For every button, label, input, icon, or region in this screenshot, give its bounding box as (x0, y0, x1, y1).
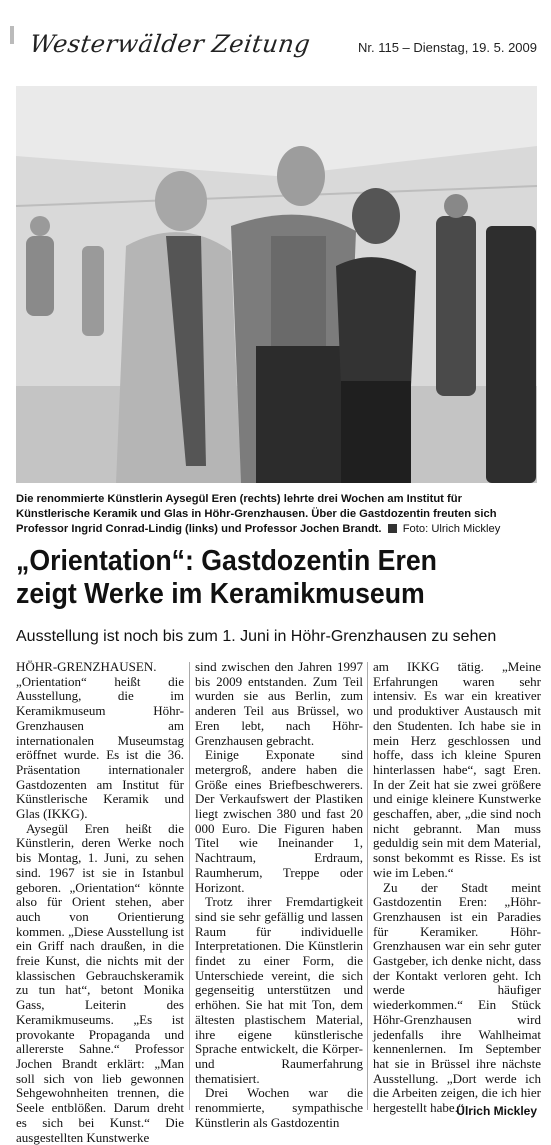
credit-square-icon (388, 524, 397, 533)
paragraph: Aysegül Eren heißt die Künstlerin, deren Werke noch bis Montag, 1. Juni, zu sehen sind. 1967 ist sie in Istanbul geboren. „Orientation“ könnte also für Orient stehen, aber auch von Orientierung kommen. „Diese Ausstellung ist ein Griff nach draußen, in die freie Kunst, die nichts mit der klassischen Gebrauchskeramik zu tun hat“, betont Monika Gass, Leiterin des Keramikmuseums. „Es ist provokante Propaganda und allererste Sahne.“ Professor Jochen Brandt erklärt: „Man soll sich von lieb gewonnen Sehgewohnheiten trennen, die Seele entblößen. Darum dreht es sich bei Kunst.“ Die ausgestellten Kunstwerke (16, 820, 184, 1145)
photo-illustration (16, 86, 537, 483)
scan-mark (10, 26, 14, 44)
issue-info: Nr. 115 – Dienstag, 19. 5. 2009 (358, 40, 537, 55)
article-subhead: Ausstellung ist noch bis zum 1. Juni in Höhr-Grenzhausen zu sehen (16, 628, 497, 645)
page-header (0, 0, 551, 90)
paragraph: „Orientation“ heißt die Ausstellung, die im Keramikmuseum Höhr-Grenzhausen am internationalen Museumstag eröffnet wurde. Es ist die 36. Präsentation internationaler Gastdozenten am Institut für Künstlerische Keramik und Glas (IKKG). (16, 673, 184, 822)
dateline: HÖHR-GRENZHAUSEN. (16, 659, 157, 674)
paragraph: Einige Exponate sind metergroß, andere haben die Größe eines Briefbeschwerers. Der Verkaufswert der Plastiken liegt zwischen 380 und fast 20 000 Euro. Die Figuren haben Titel wie Ineinander 1, Nachtraum, Erdraum, Raumherum, Treppe oder Horizont. (195, 747, 363, 895)
article-photo (16, 86, 537, 483)
photo-credit: Foto: Ulrich Mickley (402, 523, 501, 535)
paragraph: am IKKG tätig. „Meine Erfahrungen waren sehr intensiv. Es war ein kreativer und produktiver Austausch mit den Studenten. Ich habe sie in mein Herz geschlossen und hoffe, dass ich kleine Spuren hinterlassen habe“, sagt Eren. In der Zeit hat sie zwei größere und einige kleinere Kunstwerke geschaffen, aber, „die sind noch nicht gebrannt. Man muss geduldig sein mit dem Material, sonst bekommt es Risse. Es ist wie im Leben.“ (373, 659, 541, 880)
paragraph: Trotz ihrer Fremdartigkeit sind sie sehr gefällig und lassen Raum für individuelle Interpretationen. Die Künstlerin findet zu einer Form, die Unterschiede vereint, die sich gegenseitig unterstützen und erhöhen. Sie hat mit Ton, dem ältesten plastischem Material, ihre eigene künstlerische Sprache entwickelt, die Körper- und Raumerfahrung thematisiert. (195, 894, 363, 1086)
article-author: Ulrich Mickley (456, 1104, 537, 1118)
paragraph: Zu der Stadt meint Gastdozentin Eren: „Höhr-Grenzhausen ist ein Paradies für Keramiker. Höhr-Grenzhausen war ein sehr guter Gastgeber, ich denke nicht, dass der Kontakt verloren geht. Ich werde häufiger wiederkommen.“ Ein Stück Höhr-Grenzhausen wird jedenfalls ihre Wahlheimat kennenlernen. Im September hat sie in Brüssel ihre nächste Ausstellung. „Dort werde ich die Arbeiten zeigen, die ich hier hergestellt habe.“ (373, 879, 541, 1116)
article-column-3 (373, 660, 541, 1116)
paragraph: sind zwischen den Jahren 1997 bis 2009 entstanden. Zum Teil wurden sie aus Berlin, zum anderen Teil aus Brüssel, wo Eren lebt, nach Höhr-Grenzhausen gebracht. (195, 659, 363, 748)
column-divider (367, 662, 368, 1110)
article-column-1 (16, 660, 184, 1145)
photo-caption (16, 492, 537, 537)
newspaper-masthead: Westerwälder Zeitung (28, 30, 313, 58)
caption-text: Die renommierte Künstlerin Aysegül Eren (rechts) lehrte drei Wochen am Institut für Künstlerische Keramik und Glas in Höhr-Grenzhausen. Über die Gastdozentin freuten sich Professor Ingrid Conrad-Lindig (links) und Professor Jochen Brandt. (16, 493, 497, 535)
article-column-2 (195, 660, 363, 1131)
column-divider (189, 662, 190, 1110)
article-headline: „Orientation“: Gastdozentin Eren zeigt Werke im Keramikmuseum (16, 545, 437, 610)
paragraph: Drei Wochen war die renommierte, sympathische Künstlerin als Gastdozentin (195, 1085, 363, 1130)
